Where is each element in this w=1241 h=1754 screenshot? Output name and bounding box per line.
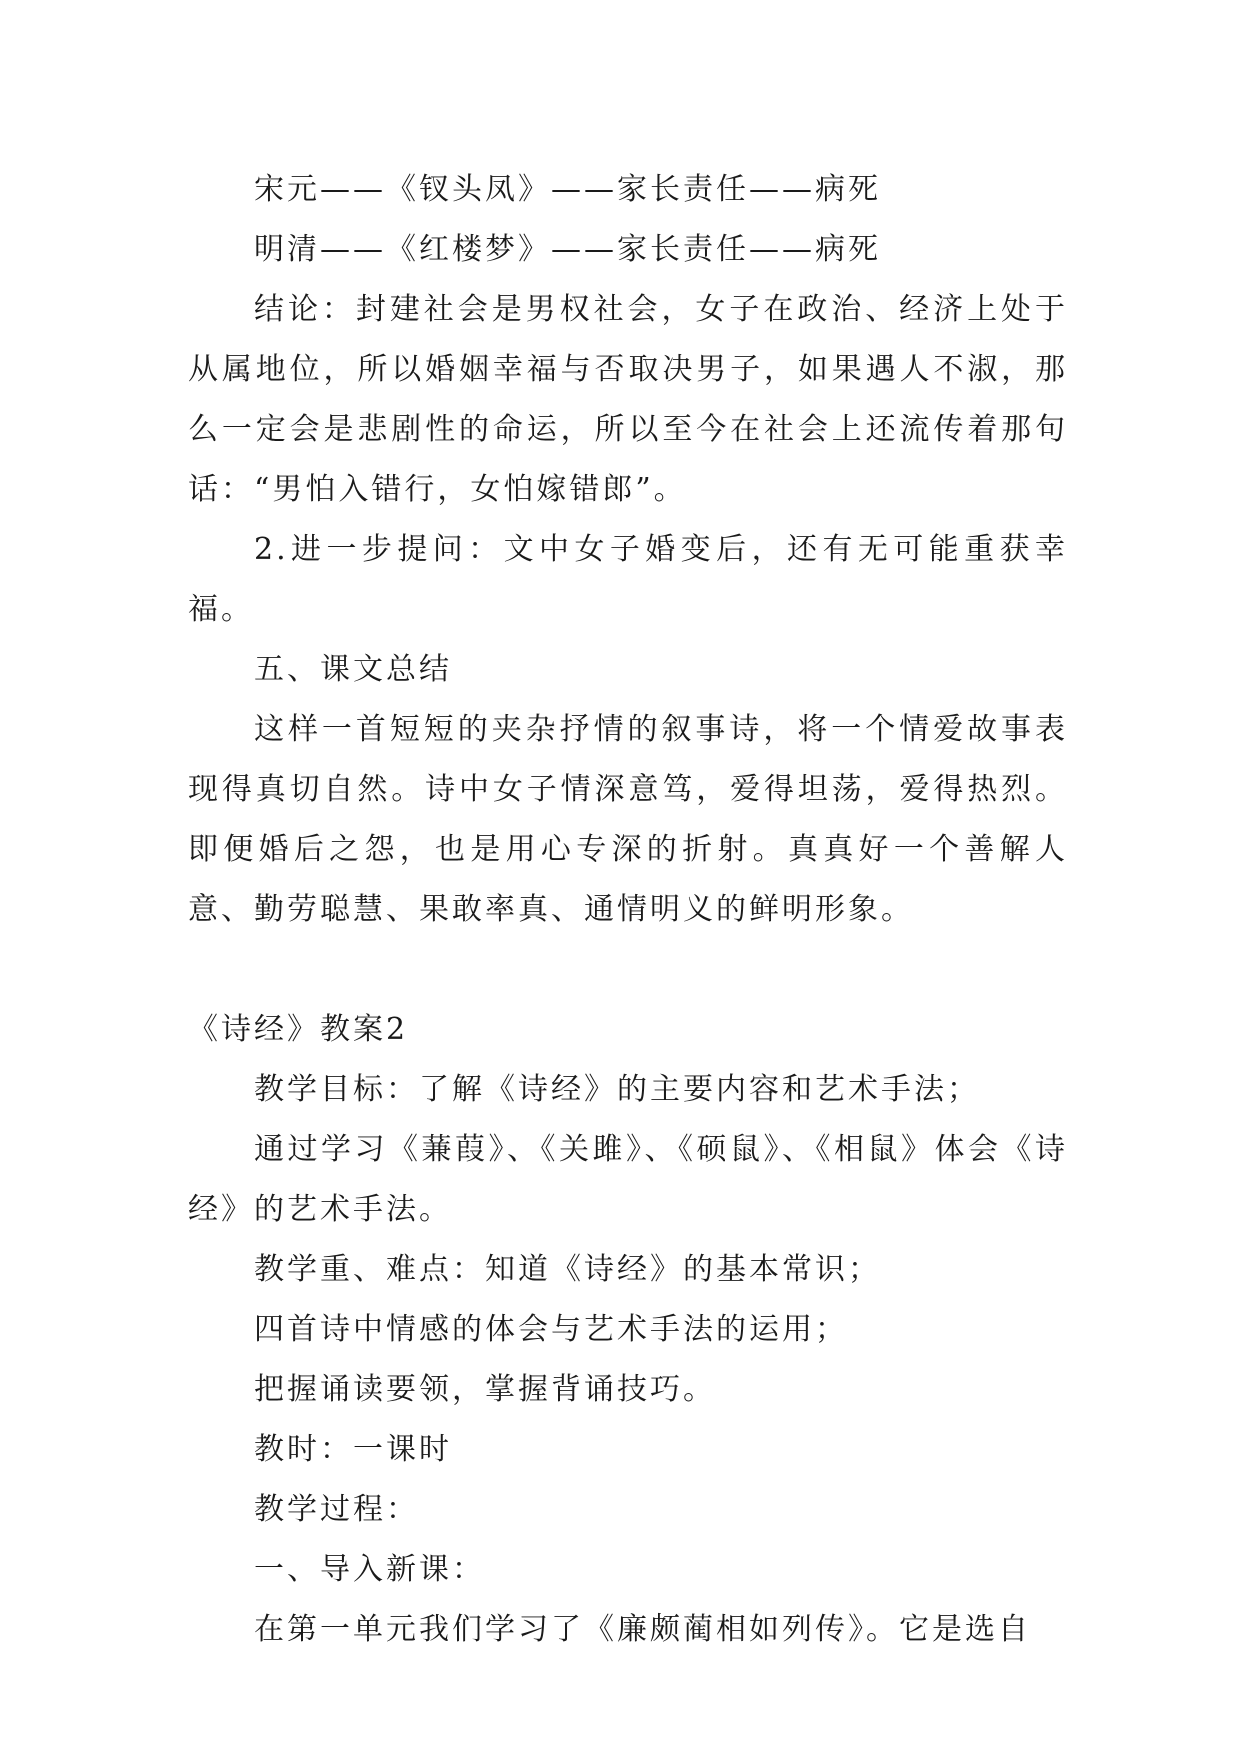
document-body (188, 160, 1068, 1660)
paragraph-summary: 这样一首短短的夹杂抒情的叙事诗，将一个情爱故事表现得真切自然。诗中女子情深意笃，爱得坦荡，爱得热烈。即便婚后之怨，也是用心专深的折射。真真好一个善解人意、勤劳聪慧、果敢率真、通情明义的鲜明形象。 (188, 712, 1068, 927)
paragraph-study-poems: 通过学习《蒹葭》、《关雎》、《硕鼠》、《相鼠》体会《诗经》的艺术手法。 (188, 1132, 1068, 1227)
paragraph-recitation: 把握诵读要领，掌握背诵技巧。 (254, 1372, 716, 1407)
paragraph-conclusion: 结论：封建社会是男权社会，女子在政治、经济上处于从属地位，所以婚姻幸福与否取决男子，如果遇人不淑，那么一定会是悲剧性的命运，所以至今在社会上还流传着那句话：“男怕入错行，女怕嫁错郎”。 (188, 292, 1068, 507)
paragraph-further-question: 2.进一步提问：文中女子婚变后，还有无可能重获幸福。 (188, 532, 1068, 627)
paragraph-key-points: 教学重、难点：知道《诗经》的基本常识； (254, 1252, 881, 1287)
paragraph-class-hours: 教时：一课时 (254, 1432, 452, 1467)
paragraph-emotion-technique: 四首诗中情感的体会与艺术手法的运用； (254, 1312, 848, 1347)
paragraph-intro-text: 在第一单元我们学习了《廉颇蔺相如列传》。它是选自 (254, 1612, 1031, 1647)
document-heading-lesson-plan-2: 《诗经》教案2 (188, 1012, 409, 1047)
paragraph-ming-qing: 明清——《红楼梦》——家长责任——病死 (254, 232, 881, 267)
section-heading-intro: 一、导入新课： (254, 1552, 485, 1587)
section-spacer (188, 940, 1068, 1000)
paragraph-song-yuan: 宋元——《钗头凤》——家长责任——病死 (254, 172, 881, 207)
section-heading-summary: 五、课文总结 (254, 652, 452, 687)
paragraph-teaching-goal: 教学目标：了解《诗经》的主要内容和艺术手法； (254, 1072, 980, 1107)
paragraph-teaching-process: 教学过程： (254, 1492, 419, 1527)
